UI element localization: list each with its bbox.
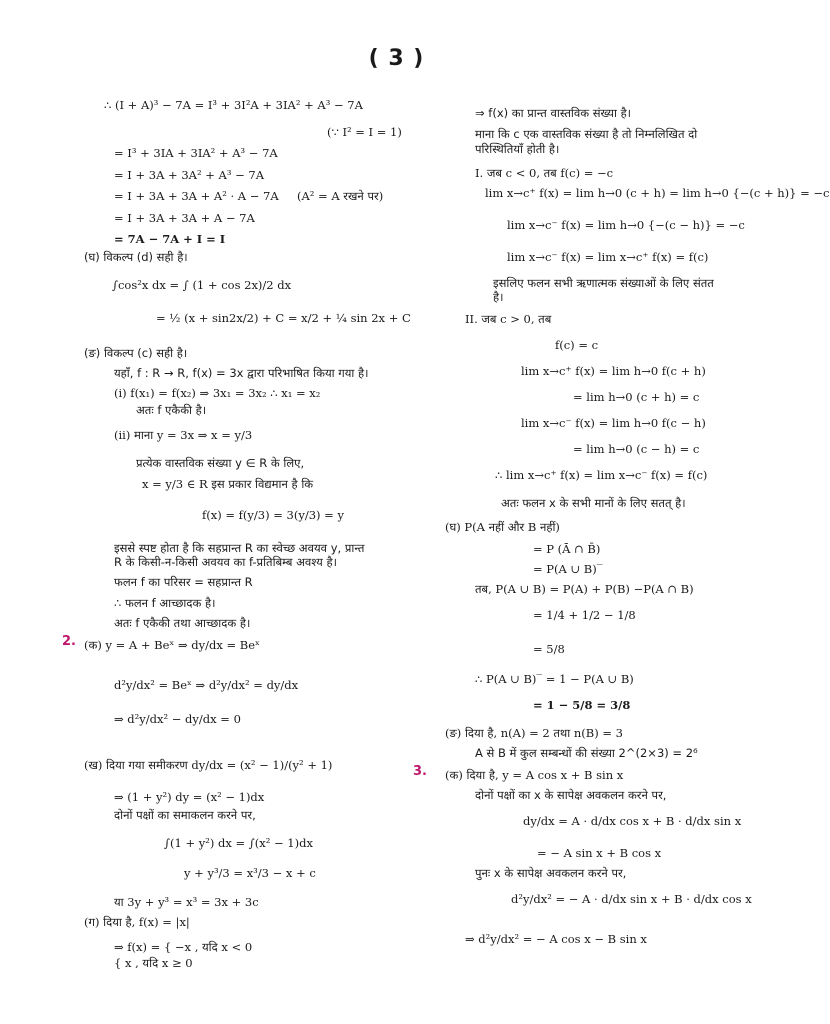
text-line: दोनों पक्षों का समाकलन करने पर, bbox=[114, 808, 256, 822]
text-line: दोनों पक्षों का x के सापेक्ष अवकलन करने पर, bbox=[475, 788, 667, 802]
text-line: = I + 3A + 3A + A² · A − 7A bbox=[114, 189, 279, 203]
text-line: lim x→c⁺ f(x) = lim h→0 f(c + h) bbox=[521, 364, 706, 378]
text-line: = 5/8 bbox=[533, 642, 565, 656]
text-line: { x , यदि x ≥ 0 bbox=[114, 956, 193, 970]
text-line: ⇒ d²y/dx² = − A cos x − B sin x bbox=[465, 932, 647, 946]
question-number: 2. bbox=[62, 634, 76, 649]
text-line: ∫(1 + y²) dx = ∫(x² − 1)dx bbox=[164, 836, 313, 850]
text-line: या 3y + y³ = x³ = 3x + 3c bbox=[114, 895, 259, 909]
text-line: lim x→c⁻ f(x) = lim h→0 {−(c − h)} = −c bbox=[507, 218, 745, 232]
text-line: (क) y = A + Beˣ ⇒ dy/dx = Beˣ bbox=[84, 638, 260, 652]
text-line: ∴ फलन f आच्छादक है। bbox=[114, 596, 216, 610]
text-line: II. जब c > 0, तब bbox=[465, 312, 552, 326]
text-line: lim x→c⁺ f(x) = lim h→0 (c + h) = lim h→0 {−(c + h)} = −c bbox=[485, 186, 830, 200]
text-line: अतः f एकैकी है। bbox=[136, 403, 207, 417]
text-line: = 1 − 5/8 = 3/8 bbox=[533, 698, 631, 712]
text-line: ⇒ f(x) = { −x , यदि x < 0 bbox=[114, 940, 253, 954]
text-line: (ii) माना y = 3x ⇒ x = y/3 bbox=[114, 428, 253, 442]
text-line: ⇒ d²y/dx² − dy/dx = 0 bbox=[114, 712, 241, 726]
text-line: (ङ) दिया है, n(A) = 2 तथा n(B) = 3 bbox=[445, 726, 623, 740]
text-line: = − A sin x + B cos x bbox=[537, 846, 662, 860]
text-line: f(c) = c bbox=[555, 338, 599, 352]
text-line: d²y/dx² = − A · d/dx sin x + B · d/dx cos x bbox=[511, 892, 752, 906]
text-line: ∴ P(A ∪ B)‾ = 1 − P(A ∪ B) bbox=[475, 672, 634, 686]
text-line: (घ) P(A नहीं और B नहीं) bbox=[445, 520, 560, 534]
text-line: (∵ I² = I = 1) bbox=[327, 125, 402, 139]
question-number: 3. bbox=[413, 764, 427, 779]
text-line: (i) f(x₁) = f(x₂) ⇒ 3x₁ = 3x₂ ∴ x₁ = x₂ bbox=[114, 386, 321, 400]
text-line: = P (Ā ∩ B̄) bbox=[533, 542, 601, 556]
text-line: परिस्थितियाँ होती है। bbox=[475, 142, 560, 156]
text-line: = 1/4 + 1/2 − 1/8 bbox=[533, 608, 636, 622]
text-line: R के किसी-न-किसी अवयव का f-प्रतिबिम्ब अवश्य है। bbox=[114, 555, 337, 569]
text-line: (A² = A रखने पर) bbox=[297, 189, 384, 203]
text-line: f(x) = f(y/3) = 3(y/3) = y bbox=[202, 508, 344, 522]
text-line: इसलिए फलन सभी ऋणात्मक संख्याओं के लिए संतत bbox=[493, 276, 714, 290]
text-line: ∴ lim x→c⁺ f(x) = lim x→c⁻ f(x) = f(c) bbox=[495, 468, 708, 482]
text-line: पुनः x के सापेक्ष अवकलन करने पर, bbox=[475, 866, 627, 880]
text-line: अतः फलन x के सभी मानों के लिए सतत् है। bbox=[501, 496, 686, 510]
text-line: माना कि c एक वास्तविक संख्या है तो निम्नलिखित दो bbox=[475, 127, 698, 141]
text-line: = 7A − 7A + I = I bbox=[114, 232, 226, 246]
text-line: d²y/dx² = Beˣ ⇒ d²y/dx² = dy/dx bbox=[114, 678, 299, 692]
text-line: y + y³/3 = x³/3 − x + c bbox=[184, 866, 316, 880]
text-line: I. जब c < 0, तब f(c) = −c bbox=[475, 166, 614, 180]
text-line: है। bbox=[493, 290, 504, 304]
text-line: x = y/3 ∈ R इस प्रकार विद्यमान है कि bbox=[142, 477, 314, 491]
text-line: (क) दिया है, y = A cos x + B sin x bbox=[445, 768, 624, 782]
text-line: ∴ (I + A)³ − 7A = I³ + 3I²A + 3IA² + A³ − 7A bbox=[104, 98, 363, 112]
text-line: = I + 3A + 3A² + A³ − 7A bbox=[114, 168, 265, 182]
text-line: तब, P(A ∪ B) = P(A) + P(B) −P(A ∩ B) bbox=[475, 582, 694, 596]
text-line: (ग) दिया है, f(x) = |x| bbox=[84, 915, 190, 929]
text-line: ⇒ f(x) का प्रान्त वास्तविक संख्या है। bbox=[475, 106, 632, 120]
text-line: = lim h→0 (c + h) = c bbox=[573, 390, 700, 404]
section-heading: (ङ) विकल्प (c) सही है। bbox=[84, 346, 188, 360]
text-line: (ख) दिया गया समीकरण dy/dx = (x² − 1)/(y² + 1) bbox=[84, 758, 333, 772]
text-line: ⇒ (1 + y²) dy = (x² − 1)dx bbox=[114, 790, 265, 804]
text-line: प्रत्येक वास्तविक संख्या y ∈ R के लिए, bbox=[136, 456, 305, 470]
page-number: ( 3 ) bbox=[368, 46, 425, 71]
text-line: = ½ (x + sin2x/2) + C = x/2 + ¼ sin 2x + C bbox=[156, 311, 411, 325]
text-line: = P(A ∪ B)‾ bbox=[533, 562, 603, 576]
text-line: ∫cos²x dx = ∫ (1 + cos 2x)/2 dx bbox=[112, 278, 292, 292]
section-heading: (घ) विकल्प (d) सही है। bbox=[84, 250, 188, 264]
text-line: यहाँ, f : R → R, f(x) = 3x द्वारा परिभाषित किया गया है। bbox=[114, 366, 369, 380]
text-line: A से B में कुल सम्बन्धों की संख्या 2^(2×3) = 2⁶ bbox=[475, 746, 698, 760]
text-line: इससे स्पष्ट होता है कि सहप्रान्त R का स्वेच्छ अवयव y, प्रान्त bbox=[114, 541, 365, 555]
text-line: = lim h→0 (c − h) = c bbox=[573, 442, 700, 456]
text-line: = I + 3A + 3A + A − 7A bbox=[114, 211, 255, 225]
text-line: lim x→c⁻ f(x) = lim x→c⁺ f(x) = f(c) bbox=[507, 250, 709, 264]
text-line: अतः f एकैकी तथा आच्छादक है। bbox=[114, 616, 251, 630]
text-line: फलन f का परिसर = सहप्रान्त R bbox=[114, 575, 253, 589]
text-line: = I³ + 3IA + 3IA² + A³ − 7A bbox=[114, 146, 278, 160]
text-line: dy/dx = A · d/dx cos x + B · d/dx sin x bbox=[523, 814, 742, 828]
text-line: lim x→c⁻ f(x) = lim h→0 f(c − h) bbox=[521, 416, 706, 430]
